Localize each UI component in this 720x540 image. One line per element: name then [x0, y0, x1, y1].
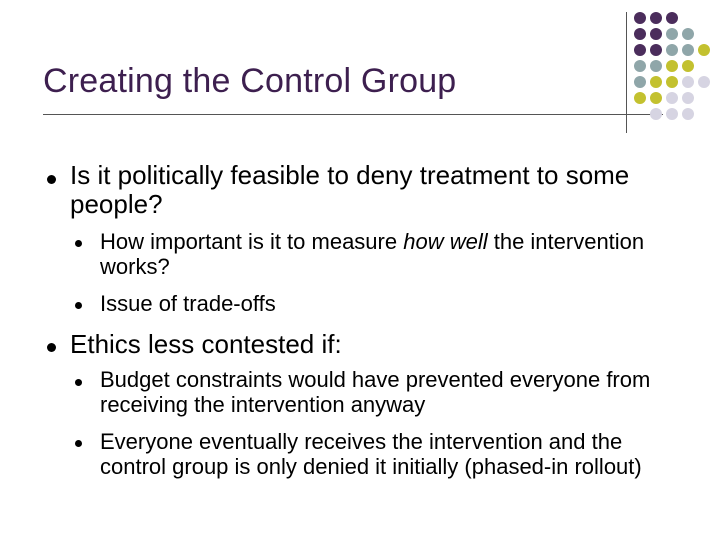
- bullet-item-political-feasibility: Is it politically feasible to deny treatment to some people?: [70, 160, 630, 220]
- sub-bullet-emphasis: how well: [403, 229, 488, 254]
- sub-bullet-item-trade-offs: Issue of trade-offs: [100, 291, 276, 316]
- sub-bullet-marker: [75, 440, 82, 447]
- slide-title: Creating the Control Group: [43, 62, 457, 100]
- bullet-marker: [47, 175, 56, 184]
- sub-bullet-text: the intervention works?: [100, 229, 645, 279]
- bullet-marker: [47, 343, 56, 352]
- sub-bullet-marker: [75, 240, 82, 247]
- sub-bullet-item-budget-constraints: Budget constraints would have prevented everyone from receiving the intervention anyway: [100, 367, 651, 417]
- sub-bullet-marker: [75, 302, 82, 309]
- sub-bullet-text: How important is it to measure: [100, 229, 404, 254]
- sub-bullet-item-phased-rollout: Everyone eventually receives the intervention and the control group is only denied it initially (phased-in rollout): [100, 429, 642, 479]
- bullet-item-ethics: Ethics less contested if:: [70, 329, 342, 359]
- sub-bullet-item-measure-how-well: [100, 230, 690, 280]
- sub-bullet-marker: [75, 379, 82, 386]
